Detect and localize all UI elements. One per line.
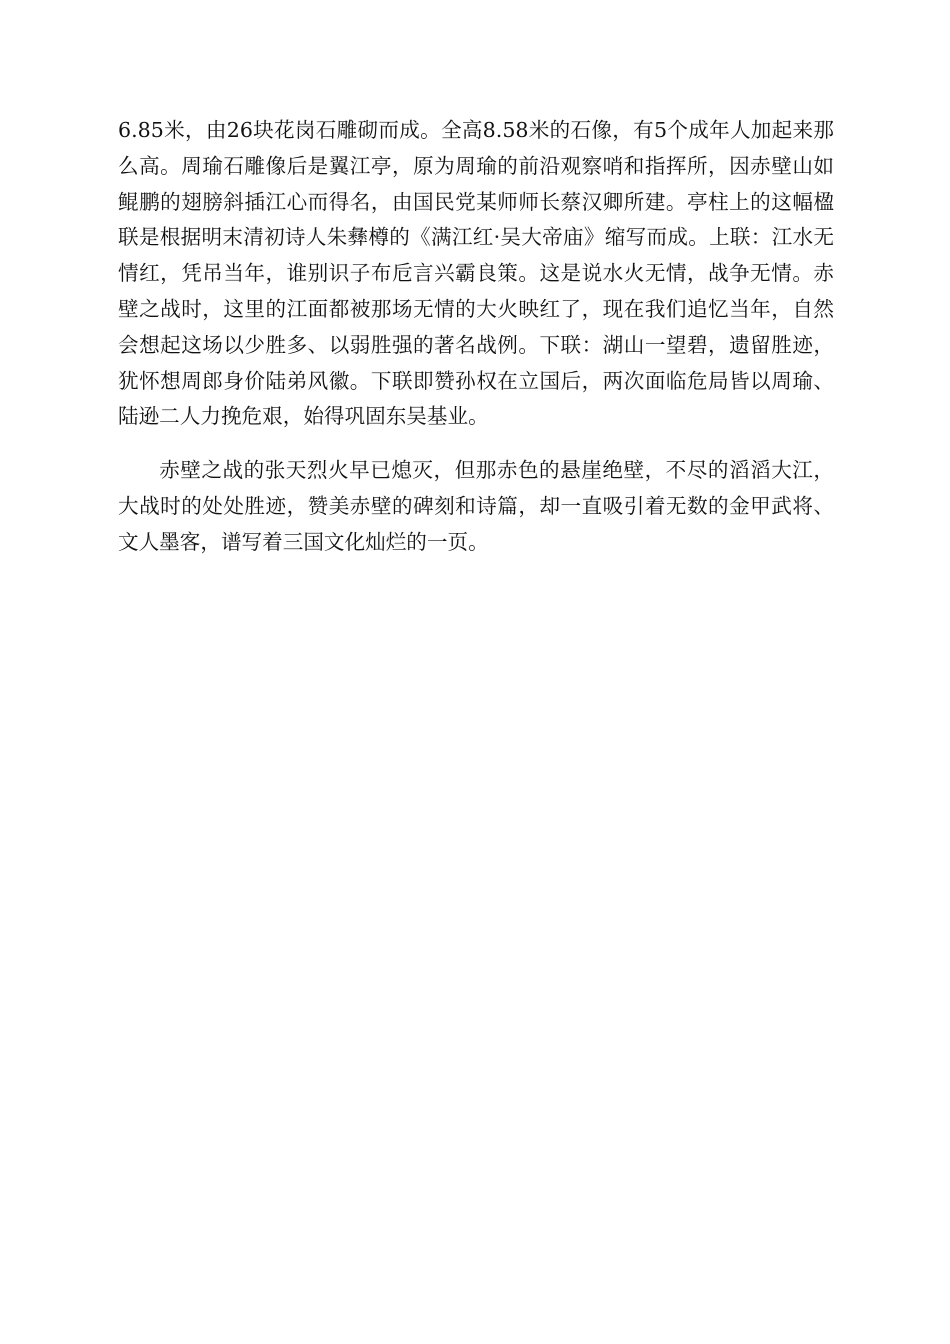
document-body — [118, 113, 834, 561]
paragraph: 6.85米，由26块花岗石雕砌而成。全高8.58米的石像，有5个成年人加起来那么高。周瑜石雕像后是翼江亭，原为周瑜的前沿观察哨和指挥所，因赤壁山如鲲鹏的翅膀斜插江心而得名，由国民党某师师长蔡汉卿所建。亭柱上的这幅楹联是根据明末清初诗人朱彝樽的《满江红·吴大帝庙》缩写而成。上联：江水无情红，凭吊当年，谁别识子布卮言兴霸良策。这是说水火无情，战争无情。赤壁之战时，这里的江面都被那场无情的大火映红了，现在我们追忆当年，自然会想起这场以少胜多、以弱胜强的著名战例。下联：湖山一望碧，遗留胜迹，犹怀想周郎身价陆弟风徽。下联即赞孙权在立国后，两次面临危局皆以周瑜、陆逊二人力挽危艰，始得巩固东吴基业。 — [118, 118, 834, 429]
paragraph: 赤壁之战的张天烈火早已熄灭，但那赤色的悬崖绝壁，不尽的滔滔大江，大战时的处处胜迹，赞美赤壁的碑刻和诗篇，却一直吸引着无数的金甲武将、文人墨客，谱写着三国文化灿烂的一页。 — [118, 458, 834, 554]
